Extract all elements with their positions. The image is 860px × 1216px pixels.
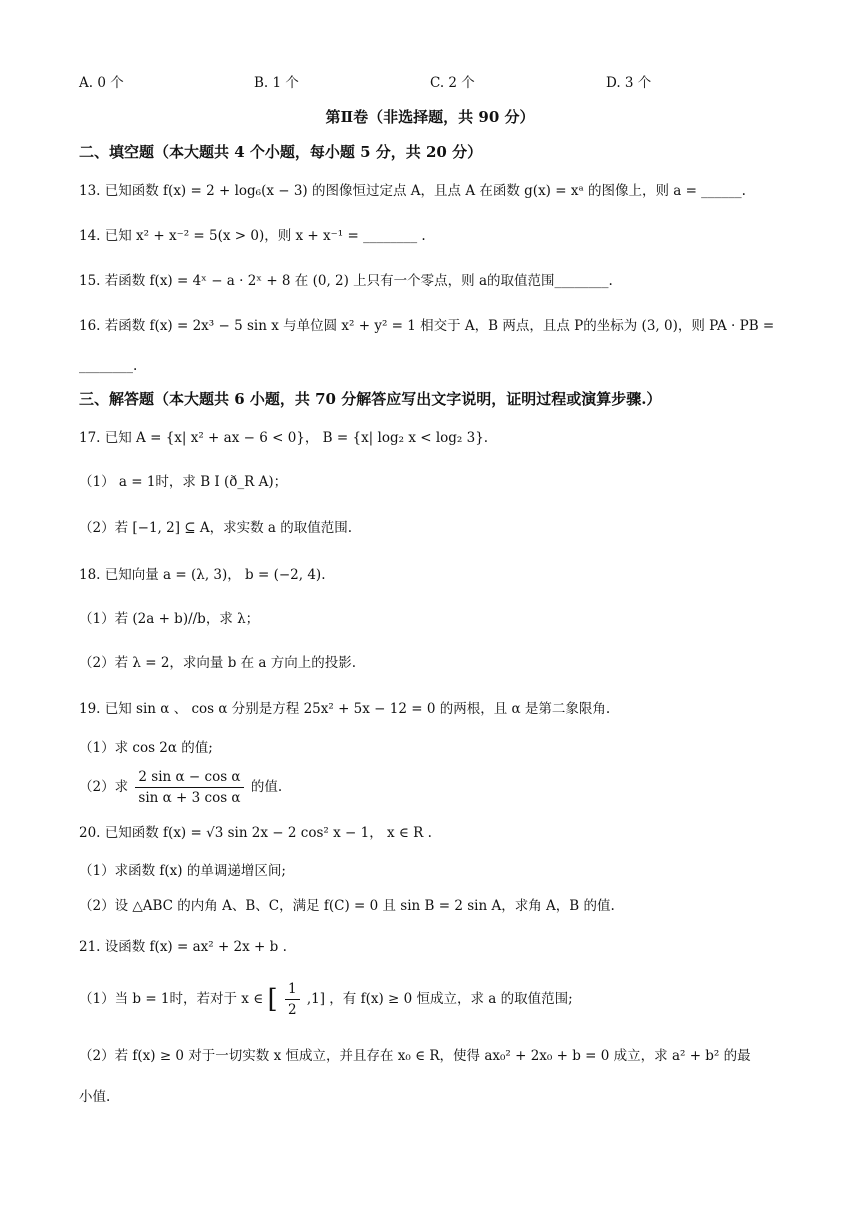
part2-title: 第Ⅱ卷（非选择题，共 90 分） bbox=[325, 108, 535, 126]
question-21-part-2: （2）若 f(x) ≥ 0 对于一切实数 x 恒成立，并且存在 x₀ ∈ R，使得 ax₀² + 2x₀ + b = 0 成立，求 a² + b² 的最 bbox=[79, 1048, 751, 1064]
question-20-part-2: （2）设 △ABC 的内角 A、B、C，满足 f(C) = 0 且 sin B = 2 sin A，求角 A，B 的值. bbox=[79, 898, 615, 914]
question-21-part-2-cont: 小值. bbox=[79, 1089, 111, 1105]
question-17-part-1: （1） a = 1时，求 B I (ð_R A)； bbox=[79, 474, 288, 490]
question-13: 13. 已知函数 f(x) = 2 + log₆(x − 3) 的图像恒过定点 A，且点 A 在函数 g(x) = xᵃ 的图像上，则 a = ______. bbox=[79, 183, 746, 199]
option-b: B. 1 个 bbox=[254, 75, 299, 91]
question-18: 18. 已知向量 a = (λ, 3)， b = (−2, 4). bbox=[79, 567, 326, 583]
question-19-part-2 bbox=[79, 766, 790, 808]
question-18-part-2: （2）若 λ = 2，求向量 b 在 a 方向上的投影. bbox=[79, 655, 357, 671]
q19-2-numerator: 2 sin α − cos α bbox=[135, 767, 243, 788]
question-16-blank: ________. bbox=[79, 358, 138, 374]
question-17-part-2: （2）若 [−1, 2] ⊆ A，求实数 a 的取值范围. bbox=[79, 520, 353, 536]
question-16: 16. 若函数 f(x) = 2x³ − 5 sin x 与单位圆 x² + y² = 1 相交于 A，B 两点，且点 P的坐标为 (3, 0)，则 PA · PB = bbox=[79, 318, 775, 334]
q19-2-denominator: sin α + 3 cos α bbox=[138, 790, 241, 806]
fill-section-title: 二、填空题（本大题共 4 个小题，每小题 5 分，共 20 分） bbox=[79, 143, 483, 161]
q19-2-suffix: 的值. bbox=[250, 779, 283, 795]
q21-1-numerator: 1 bbox=[285, 979, 300, 1000]
q19-2-fraction bbox=[135, 767, 243, 808]
option-c: C. 2 个 bbox=[430, 75, 475, 91]
question-19-part-1: （1）求 cos 2α 的值; bbox=[79, 740, 213, 756]
question-14: 14. 已知 x² + x⁻² = 5(x > 0)，则 x + x⁻¹ = ________ . bbox=[79, 228, 426, 244]
question-20-part-1: （1）求函数 f(x) 的单调递增区间; bbox=[79, 863, 286, 879]
q21-1-prefix: （1）当 b = 1时，若对于 x ∈ bbox=[79, 991, 264, 1007]
question-21: 21. 设函数 f(x) = ax² + 2x + b . bbox=[79, 939, 287, 955]
option-d: D. 3 个 bbox=[606, 75, 652, 91]
solve-section-title: 三、解答题（本大题共 6 小题，共 70 分解答应写出文字说明，证明过程或演算步骤.） bbox=[79, 390, 662, 408]
question-17: 17. 已知 A = {x| x² + ax − 6 < 0}， B = {x| log₂ x < log₂ 3}. bbox=[79, 430, 489, 446]
q19-2-prefix: （2）求 bbox=[79, 779, 129, 795]
q21-1-denominator: 2 bbox=[287, 1002, 297, 1018]
q21-1-fraction bbox=[285, 979, 300, 1020]
question-21-part-1 bbox=[79, 978, 790, 1021]
left-bracket: [ bbox=[267, 984, 278, 1015]
q21-1-suffix: ,1] ，有 f(x) ≥ 0 恒成立，求 a 的取值范围; bbox=[306, 991, 573, 1007]
question-15: 15. 若函数 f(x) = 4ˣ − a · 2ˣ + 8 在 (0, 2) 上只有一个零点，则 a的取值范围________. bbox=[79, 273, 613, 289]
option-a: A. 0 个 bbox=[79, 75, 124, 91]
question-18-part-1: （1）若 (2a + b)//b，求 λ； bbox=[79, 611, 260, 627]
question-20: 20. 已知函数 f(x) = √3 sin 2x − 2 cos² x − 1， x ∈ R . bbox=[79, 825, 432, 841]
question-19: 19. 已知 sin α 、 cos α 分别是方程 25x² + 5x − 12 = 0 的两根，且 α 是第二象限角. bbox=[79, 701, 611, 717]
